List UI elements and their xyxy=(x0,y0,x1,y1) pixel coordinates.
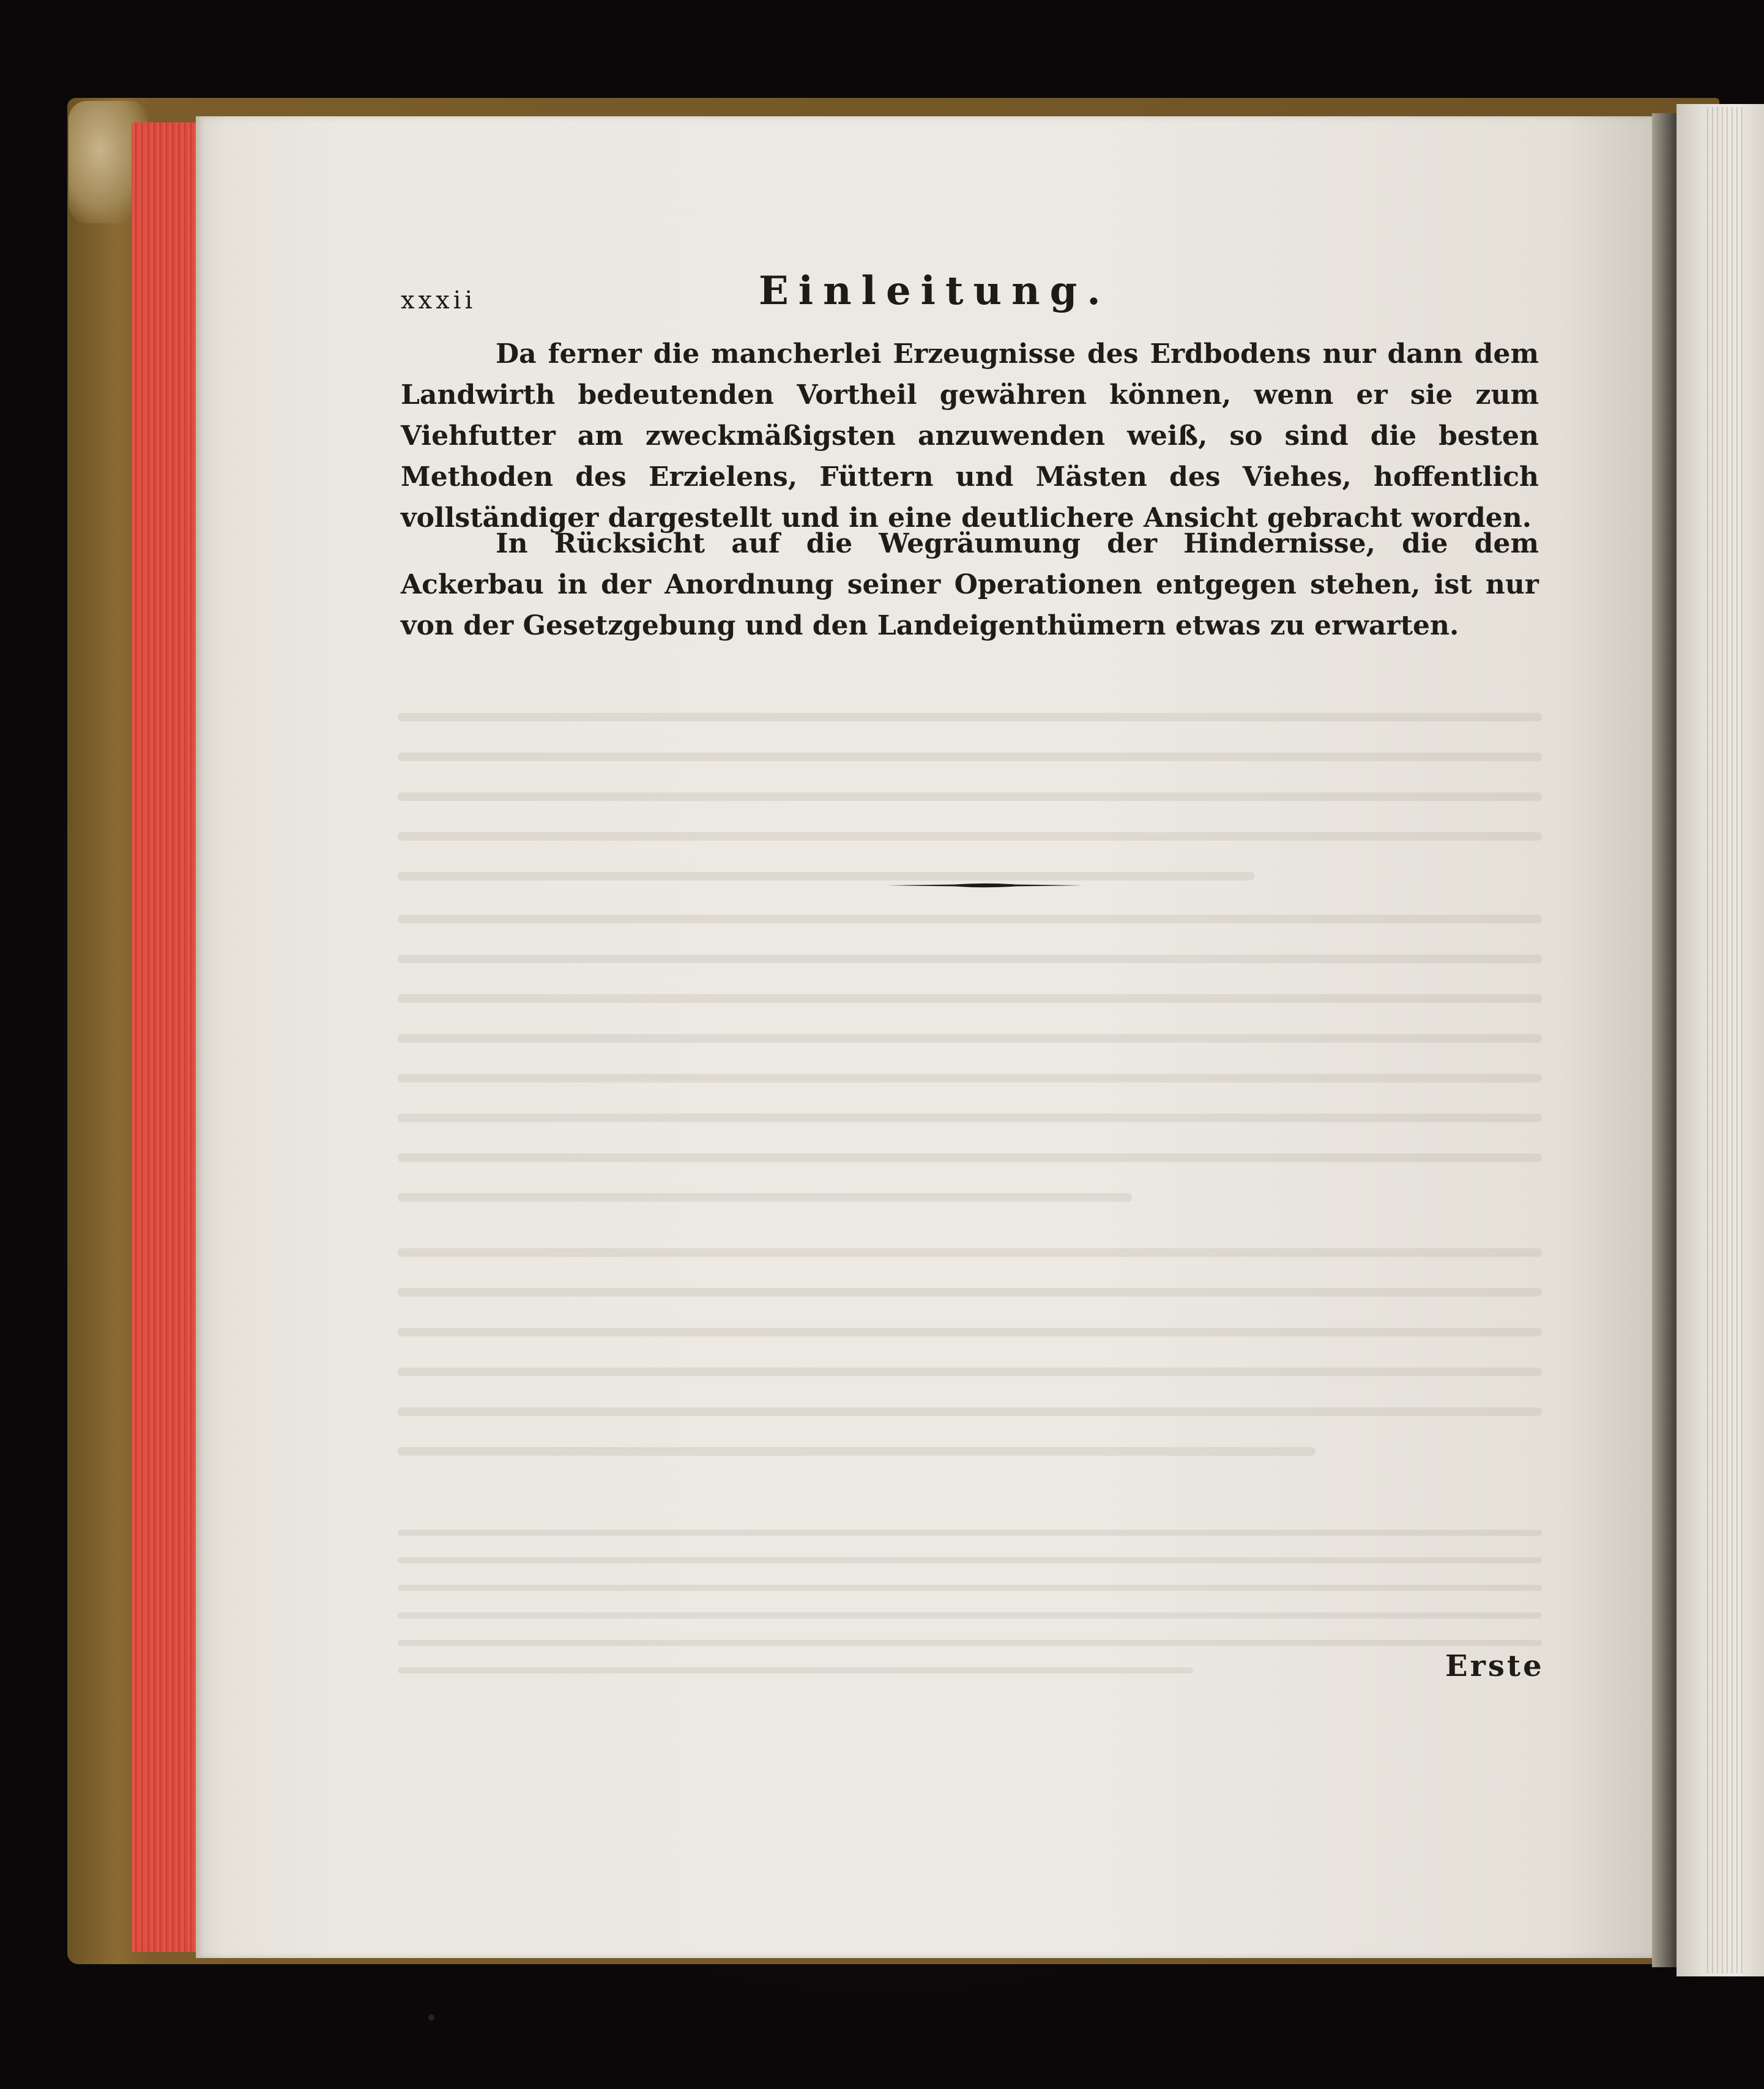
running-head: Einleitung. xyxy=(759,268,1111,314)
section-divider-rule xyxy=(887,881,1083,890)
ink-speck xyxy=(428,2014,434,2020)
paragraph-1: Da ferner die mancherlei Erzeugnisse des Erdbodens nur dann dem Landwirth bedeutenden Vortheil gewähren können, wenn er sie zum Viehfutter am zweckmäßigsten anzuwenden weiß, so sind die besten Methoden des Erzielens, Füttern und Mästen des Viehes, hoffentlich vollständiger dargestellt und in eine deutlichere Ansicht gebracht worden. xyxy=(401,338,1539,534)
facing-page-leaves xyxy=(1707,107,1744,1973)
catchword: Erste xyxy=(1445,1649,1544,1683)
paragraph-2: In Rücksicht auf die Wegräumung der Hindernisse, die dem Ackerbau in der Anordnung seiner Operationen entgegen stehen, ist nur von der Gesetzgebung und den Landeigenthümern etwas zu erwarten. xyxy=(401,528,1539,641)
page-number: xxxii xyxy=(401,286,477,315)
